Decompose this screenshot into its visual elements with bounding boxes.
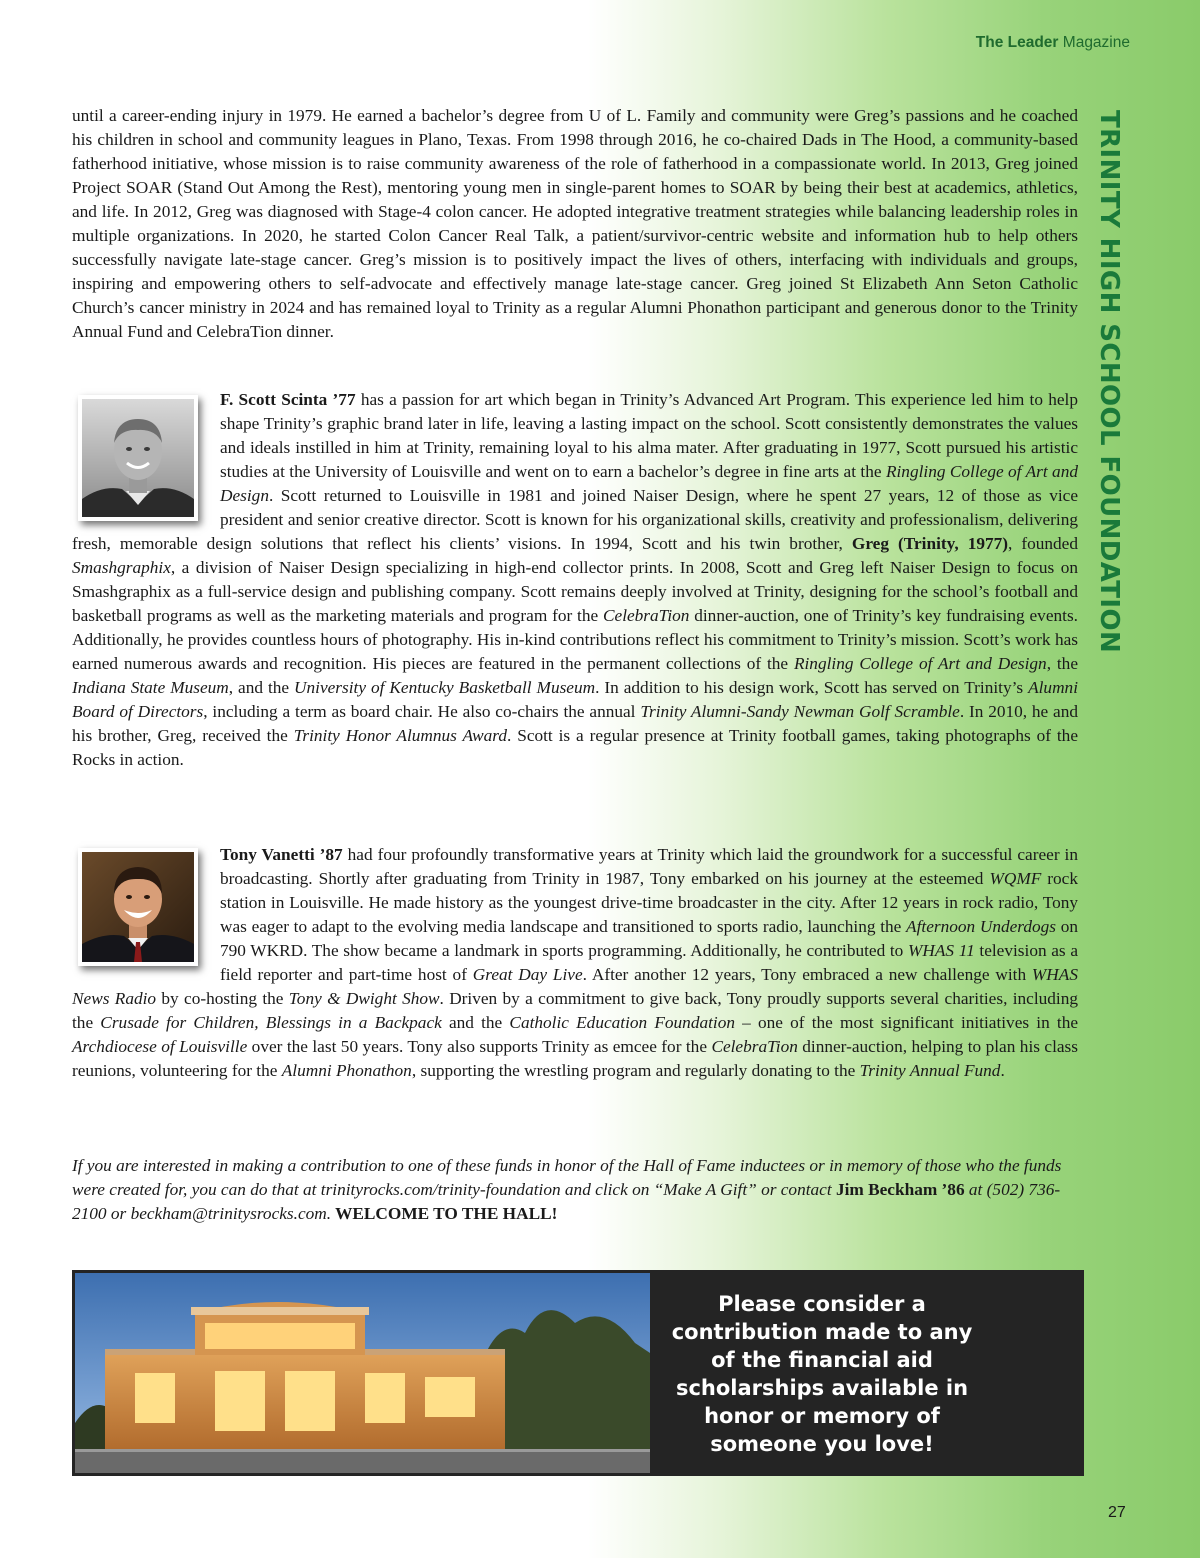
banner-message: Please consider a contribution made to any of the financial aid scholarships available in honor or memory of someone you love!	[671, 1292, 973, 1456]
tony-name: Tony Vanetti ’87	[220, 845, 343, 864]
paragraph-greg: until a career-ending injury in 1979. He earned a bachelor’s degree from U of L. Family and community were Greg’s passions and he coached his children in school and community leagues in Plano, Texas. From 1998 through 2016, he co-chaired Dads in The Hood, a community-based fatherhood initiative, whose mission is to raise community awareness of the role of fatherhood in a compassionate world. In 2013, Greg joined Project SOAR (Stand Out Among the Rest), mentoring young men in single-parent homes to SOAR by being their best at academics, athletics, and life. In 2012, Greg was diagnosed with Stage-4 colon cancer. He adopted integrative treatment strategies while balancing leadership roles in multiple organizations. In 2020, he started Colon Cancer Real Talk, a patient/survivor-centric website and information hub to help others successfully navigate late-stage cancer. Greg’s mission is to positively impact the lives of others, interfacing with individuals and groups, inspiring and empowering others to self-advocate and effectively manage late-stage cancer. Greg joined St Elizabeth Ann Seton Catholic Church’s cancer ministry in 2024 and has remained loyal to Trinity as a regular Alumni Phonathon participant and generous donor to the Trinity Annual Fund and CelebraTion dinner.	[72, 106, 1078, 341]
magazine-header	[976, 34, 1130, 52]
scott-name: F. Scott Scinta ’77	[220, 390, 356, 409]
welcome-text: WELCOME TO THE HALL!	[331, 1204, 558, 1223]
tony-bio: Tony Vanetti ’87 had four profoundly transformative years at Trinity which laid the groundwork for a successful career in broadcasting. Shortly after graduating from Trinity in 1987, Tony embarked on his journey at the esteemed WQMF rock station in Louisville. He made history as the youngest drive-time broadcaster in the city. After 12 years in rock radio, Tony was eager to adapt to the evolving media landscape and transitioned to sports radio, launching the Afternoon Underdogs on 790 WKRD. The show became a landmark in sports programming. Additionally, he contributed to WHAS 11 television as a field reporter and part-time host of Great Day Live. After another 12 years, Tony embraced a new challenge with WHAS News Radio by co-hosting the Tony & Dwight Show. Driven by a commitment to give back, Tony proudly supports several charities, including the Crusade for Children, Blessings in a Backpack and the Catholic Education Foundation – one of the most significant initiatives in the Archdiocese of Louisville over the last 50 years. Tony also supports Trinity as emcee for the CelebraTion dinner-auction, helping to plan his class reunions, volunteering for the Alumni Phonathon, supporting the wrestling program and regularly donating to the Trinity Annual Fund.	[72, 845, 1079, 1080]
header-suffix: Magazine	[1062, 34, 1130, 51]
page-number: 27	[1108, 1504, 1126, 1521]
scott-bio: F. Scott Scinta ’77 has a passion for art which began in Trinity’s Advanced Art Program. This experience led him to help shape Trinity’s graphic brand later in life, leaving a lasting impact on the school. Scott consistently demonstrates the values and ideals instilled in him at Trinity, remaining loyal to his alma mater. After graduating in 1977, Scott pursued his artistic studies at the University of Louisville and went on to earn a bachelor’s degree in fine arts at the Ringling College of Art and Design. Scott returned to Louisville in 1981 and joined Naiser Design, where he spent 27 years, 12 of those as vice president and senior creative director. Scott is known for his organizational skills, creativity and professionalism, delivering fresh, memorable design solutions that reflect his clients’ visions. In 1994, Scott and his twin brother, Greg (Trinity, 1977), founded Smashgraphix, a division of Naiser Design specializing in high-end collector prints. In 2008, Scott and Greg left Naiser Design to focus on Smashgraphix as a full-service design and publishing company. Scott remains deeply involved at Trinity, designing for the school’s football and basketball programs as well as the marketing materials and program for the CelebraTion dinner-auction, one of Trinity’s key fundraising events. Additionally, he provides countless hours of photography. His in-kind contributions reflect his commitment to Trinity’s mission. Scott’s work has earned numerous awards and recognition. His pieces are featured in the permanent collections of the Ringling College of Art and Design, the Indiana State Museum, and the University of Kentucky Basketball Museum. In addition to his design work, Scott has served on Trinity’s Alumni Board of Directors, including a term as board chair. He also co-chairs the annual Trinity Alumni-Sandy Newman Golf Scramble. In 2010, he and his brother, Greg, received the Trinity Honor Alumnus Award. Scott is a regular presence at Trinity football games, taking photographs of the Rocks in action.	[72, 390, 1078, 769]
greg-bio-continuation	[72, 104, 1078, 344]
contact-name: Jim Beckham ’86	[835, 1180, 965, 1199]
contribution-banner	[72, 1270, 1084, 1476]
header-brand: The Leader	[975, 34, 1059, 51]
scott-portrait	[78, 395, 198, 521]
sidebar-title: TRINITY HIGH SCHOOL FOUNDATION	[1094, 110, 1124, 654]
building-photo	[75, 1273, 650, 1473]
tony-portrait	[78, 848, 198, 966]
closing-note: If you are interested in making a contribution to one of these funds in honor of the Hall of Fame inductees or in memory of those who the funds were created for, you can do that at trinityrocks.com/trinity-foundation and click on “Make A Gift” or contact Jim Beckham ’86 at (502) 736-2100 or beckham@trinitysrocks.com. WELCOME TO THE HALL!	[72, 1156, 1062, 1223]
